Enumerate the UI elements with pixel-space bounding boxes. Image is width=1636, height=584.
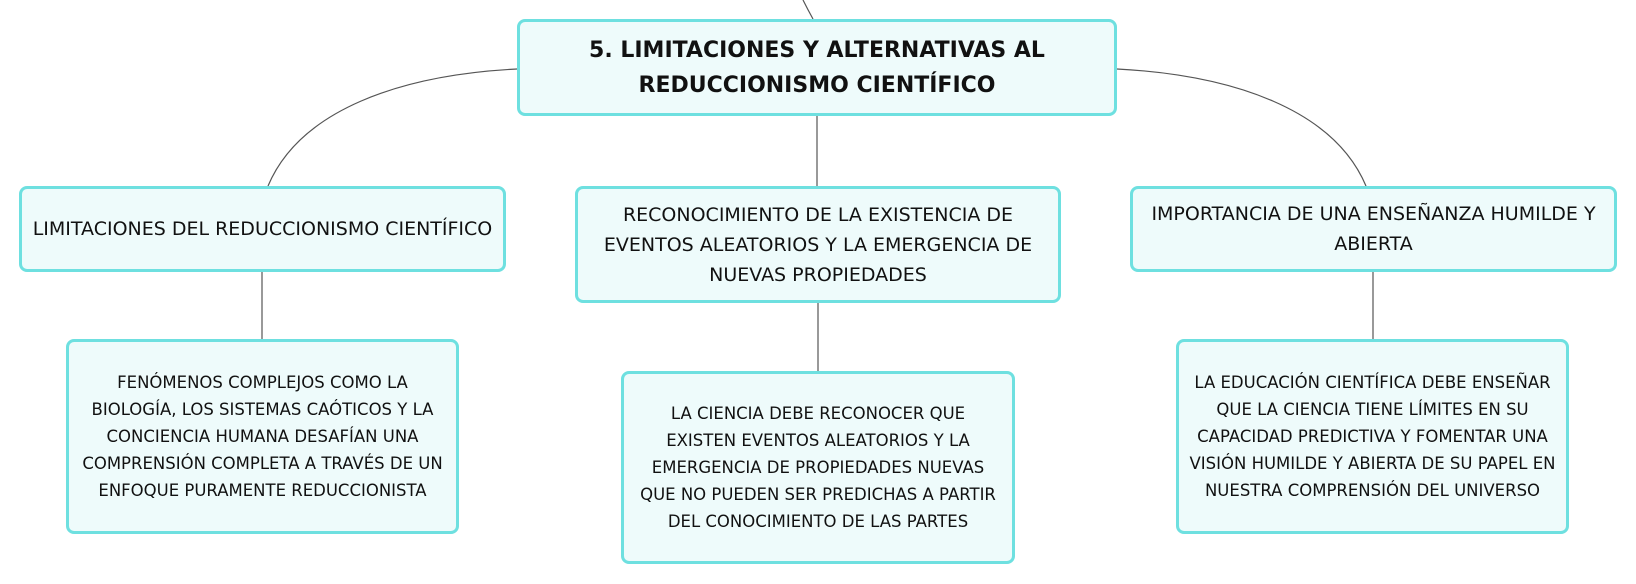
branch-node-importancia[interactable] — [1130, 186, 1617, 272]
branch-node-reconocimiento[interactable] — [575, 186, 1061, 303]
connector-root-to-left — [268, 69, 517, 186]
leaf-text: LA CIENCIA DEBE RECONOCER QUE EXISTEN EVENTOS ALEATORIOS Y LA EMERGENCIA DE PROPIEDADES NUEVAS QUE NO PUEDEN SER PREDICHAS A PARTIR DEL CONOCIMIENTO DE LAS PARTES — [640, 404, 996, 531]
root-topic-node[interactable] — [517, 19, 1117, 116]
branch-node-limitaciones[interactable] — [19, 186, 506, 272]
leaf-node-limitaciones[interactable] — [66, 339, 459, 534]
branch-label: LIMITACIONES DEL REDUCCIONISMO CIENTÍFICO — [32, 218, 493, 240]
leaf-node-reconocimiento[interactable] — [621, 371, 1015, 564]
branch-label: IMPORTANCIA DE UNA ENSEÑANZA HUMILDE Y ABIERTA — [1151, 203, 1596, 255]
root-topic-title: 5. LIMITACIONES Y ALTERNATIVAS AL REDUCCIONISMO CIENTÍFICO — [589, 37, 1045, 98]
connector-root-to-right — [1117, 69, 1366, 186]
leaf-node-importancia[interactable] — [1176, 339, 1569, 534]
incoming-connector — [803, 0, 813, 19]
leaf-text: LA EDUCACIÓN CIENTÍFICA DEBE ENSEÑAR QUE LA CIENCIA TIENE LÍMITES EN SU CAPACIDAD PREDICTIVA Y FOMENTAR UNA VISIÓN HUMILDE Y ABIERTA DE SU PAPEL EN NUESTRA COMPRENSIÓN DEL UNIVERSO — [1189, 373, 1556, 500]
leaf-text: FENÓMENOS COMPLEJOS COMO LA BIOLOGÍA, LOS SISTEMAS CAÓTICOS Y LA CONCIENCIA HUMANA DESAFÍAN UNA COMPRENSIÓN COMPLETA A TRAVÉS DE UN ENFOQUE PURAMENTE REDUCCIONISTA — [82, 373, 443, 500]
branch-label: RECONOCIMIENTO DE LA EXISTENCIA DE EVENTOS ALEATORIOS Y LA EMERGENCIA DE NUEVAS PROPIEDADES — [603, 203, 1033, 286]
